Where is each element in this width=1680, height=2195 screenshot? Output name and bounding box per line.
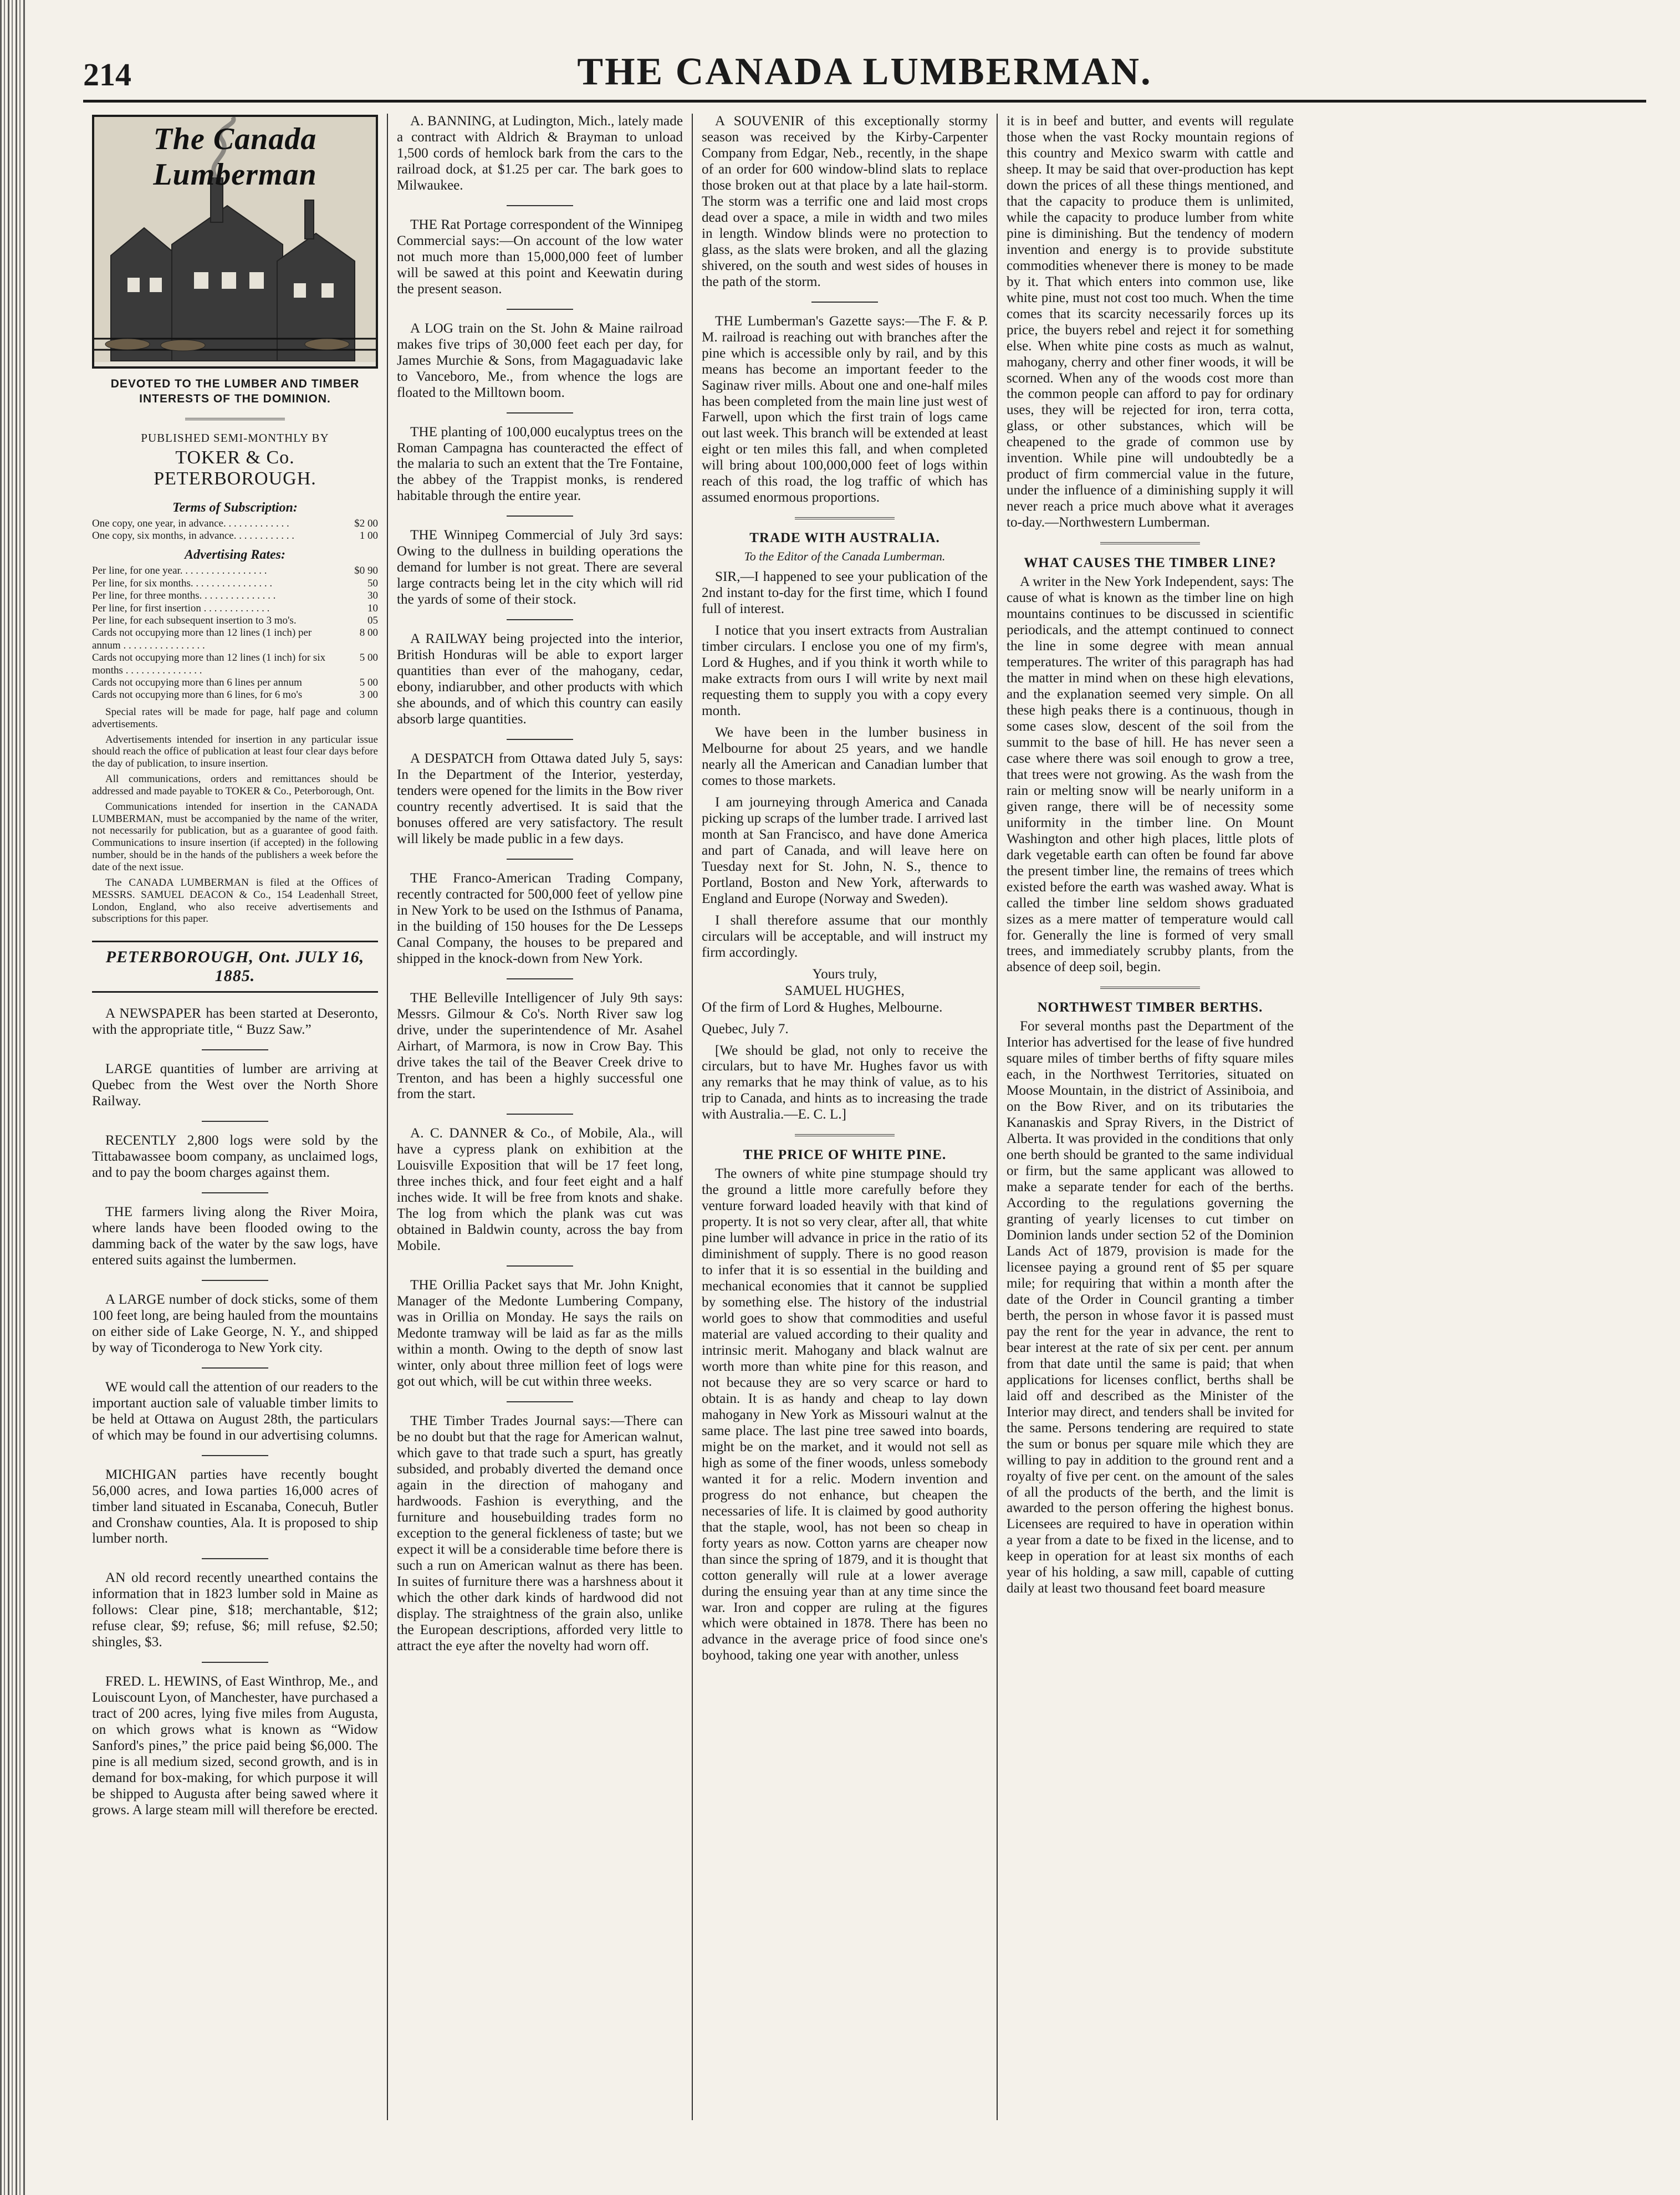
rule [507, 1265, 573, 1267]
news-item: THE Lumberman's Gazette says:—The F. & P. M. railroad is reaching out with branches after the pine which is accessible only by rail, and by this means has become an important feeder to the Saginaw river mills. About one and one-half miles has been completed from the main line just west of Farwell, upon which the first train of logs came out last week. This branch will be extended at least eight or ten miles this fall, and when completed will bring about 100,000,000 feet of logs within reach of this road, the log traffic of which has assumed enormous proportions. [702, 313, 988, 506]
news-item: A. BANNING, at Ludington, Mich., lately made a contract with Aldrich & Brayman to unload 1,500 cords of hemlock bark from the cars to the railroad dock, at $1.25 per car. The bark goes to Milwaukee. [397, 114, 683, 193]
masthead-logo [92, 115, 378, 369]
news-item: MICHIGAN parties have recently bought 56,000 acres, and Iowa parties 16,000 acres of timber land situated in Escanaba, Conecuh, Butler and Cronshaw counties, Ala. It is proposed to ship lumber north. [92, 1467, 378, 1546]
news-item: FRED. L. HEWINS, of East Winthrop, Me., and Louiscount Lyon, of Manchester, have purchased a tract of 200 acres, lying five miles from Augusta, on which grows what is known as “Widow Sanford's pines,” the price paid being $6,000. The pine is all medium sized, second growth, and is in demand for box-making, for which purpose it will be shipped to Augusta after being sawed where it grows. A large steam mill will therefore be erected. [92, 1674, 378, 1818]
article-heading: WHAT CAUSES THE TIMBER LINE? [1024, 555, 1276, 571]
rate-row: Per line, for first insertion . . . . . . . . . . . . . 10 [92, 602, 378, 614]
article-subheading: To the Editor of the Canada Lumberman. [744, 549, 946, 564]
column-3 [693, 114, 998, 2120]
rate-row: Per line, for each subsequent insertion to 3 mo's. 05 [92, 615, 378, 627]
rule [202, 1192, 268, 1193]
running-head [83, 44, 1646, 103]
news-item: AN old record recently unearthed contains the information that in 1823 lumber sold in Maine as follows: Clear pine, $18; merchantable, $12; refuse clear, $9; refuse, $6; mill refuse, $2.50; shingles, $3. [92, 1570, 378, 1650]
dateline: PETERBOROUGH, Ont. JULY 16, 1885. [92, 941, 378, 993]
letter-firm: Of the firm of Lord & Hughes, Melbourne. [702, 999, 943, 1015]
subscription-heading: Terms of Subscription: [172, 500, 298, 515]
column-1 [83, 114, 388, 2120]
news-item: A LOG train on the St. John & Maine railroad makes five trips of 30,000 feet each per day, for James Murchie & Sons, from Magaguadavic lake to Vanceboro, Me., from whence the logs are floated to the Milltown boom. [397, 320, 683, 400]
advertising-heading: Advertising Rates: [184, 548, 285, 563]
published-line: PUBLISHED SEMI-MONTHLY BY [141, 431, 329, 445]
article-heading: THE PRICE OF WHITE PINE. [743, 1147, 947, 1163]
binding-edge [0, 0, 25, 2195]
rule [507, 619, 573, 620]
news-item: THE Belleville Intelligencer of July 9th says: Messrs. Gilmour & Co's. North River saw log drive, under the superintendence of Mr. Asahel Airhart, of Marmora, is now in Crow Bay. This drive takes the tail of the Beaver Creek drive to Trenton, and has been a highly successful one from the start. [397, 990, 683, 1102]
rule [507, 309, 573, 310]
rule [202, 1280, 268, 1281]
news-item: LARGE quantities of lumber are arriving at Quebec from the West over the North Shore Railway. [92, 1061, 378, 1109]
letter-paragraph: I notice that you insert extracts from Australian timber circulars. I enclose you one of my firm's, Lord & Hughes, and if you think it worth while to make extracts from ours I will write by next mail requesting them to supply you with a copy every month. [702, 623, 988, 719]
article-heading: TRADE WITH AUSTRALIA. [749, 530, 940, 546]
letter-paragraph: I shall therefore assume that our monthly circulars will be acceptable, and will instruct my firm accordingly. [702, 912, 988, 960]
rule [507, 515, 573, 517]
rate-row: One copy, one year, in advance. . . . . . . . . . . . . $2 00 [92, 517, 378, 529]
news-item: THE Rat Portage correspondent of the Winnipeg Commercial says:—On account of the low water not much more than 15,000,000 feet of lumber will be sawed at this point and Keewatin during the present season. [397, 217, 683, 297]
news-item: A LARGE number of dock sticks, some of them 100 feet long, are being hauled from the mountains on either side of Lake George, N. Y., and shipped by way of Ticonderoga to New York city. [92, 1292, 378, 1355]
note: Communications intended for insertion in the CANADA LUMBERMAN, must be accompanied by the name of the writer, not necessarily for publication, but as a guarantee of good faith. Communications to insure insertion (if accepted) in the following number, should be in the hands of the publishers a week before the date of the next issue. [92, 800, 378, 873]
letter-paragraph: SIR,—I happened to see your publication of the 2nd instant to-day for the first time, which I found full of interest. [702, 569, 988, 617]
news-item: RECENTLY 2,800 logs were sold by the Tittabawassee boom company, as unclaimed logs, and to pay the boom charges against them. [92, 1133, 378, 1180]
column-2 [388, 114, 693, 2120]
letter-signer: SAMUEL HUGHES, [785, 983, 905, 998]
rate-row: Cards not occupying more than 6 lines per annum 5 00 [92, 677, 378, 689]
news-item: A DESPATCH from Ottawa dated July 5, says: In the Department of the Interior, yesterday, tenders were opened for the limits in the Bow river country recently advertised. It is said that the bonuses offered are very satisfactory. The result will likely be made public in a few days. [397, 751, 683, 846]
letter-closing: Yours truly, [812, 966, 877, 982]
news-item: WE would call the attention of our readers to the important auction sale of valuable timber limits to be held at Ottawa on August 28th, the particulars of which may be found in our advertising columns. [92, 1379, 378, 1443]
letter-paragraph: I am journeying through America and Canada picking up scraps of the lumber trade. I arrived last month at San Francisco, and have done America and part of Canada, and will leave here on Tuesday next for St. John, N. S., thence to Portland, Boston and New York, afterwards to England and Europe (Norway and Sweden). [702, 794, 988, 906]
rule [202, 1367, 268, 1369]
article-body: For several months past the Department of the Interior has advertised for the lease of five hundred square miles of timber berths of fifty square miles each, in the Northwest Territories, situated on Moose Mountain, in the district of Assiniboia, and on the Bow River, and on its tributaries the Kananaskis and Spray Rivers, in the District of Alberta. It was provided in the conditions that only one berth should be granted to the same individual or firm, but the same applicant was allowed to make a separate tender for each of the berths. According to the regulations governing the granting of yearly licenses to cut timber on Dominion lands under section 52 of the Dominion Lands Act of 1879, provision is made for the licensee paying a ground rent of $5 per square mile; for requiring that within a month after the date of the Order in Council granting a timber berth, the person in whose favor it is passed must pay the rent for the year in advance, the rent to bear interest at the rate of six per cent. per annum from that date until the same is paid; that when applications for licenses conflict, berths shall be laid off and described as the Minister of the Interior may direct, and tenders shall be invited for the same. Persons tendering are required to state the sum or bonus per square mile which they are willing to pay in addition to the ground rent and a royalty of five per cent. on the amount of the sales of all the products of the berth, and the limit is awarded to the person offering the highest bonus. Licensees are required to have in operation within a year from a date to be fixed in the license, and to keep in operation for at least six months of each year of his holding, a saw mill, capable of cutting daily at least two thousand feet board measure [1007, 1019, 1294, 1596]
note: All communications, orders and remittances should be addressed and made payable to TOKER & Co., Peterborough, Ont. [92, 773, 378, 797]
rule [507, 859, 573, 860]
logo-title: The Canada Lumberman [153, 122, 317, 192]
masthead-devoted: DEVOTED TO THE LUMBER AND TIMBER INTERESTS OF THE DOMINION. [110, 377, 360, 406]
news-item: THE Winnipeg Commercial of July 3rd says: Owing to the dullness in building operations the demand for lumber is not great. There are several large contracts being let in the city which will rid the yards of some of their stock. [397, 528, 683, 608]
rule [507, 739, 573, 740]
news-item: A RAILWAY being projected into the interior, British Honduras will be able to export larger quantities than ever of the mahogany, cedar, ebony, indiarubber, and other products with which she abounds, and of which this country can easily absorb large quantities. [397, 631, 683, 727]
news-item: THE planting of 100,000 eucalyptus trees on the Roman Campagna has counteracted the effect of the malaria to such an extent that the Tre Fontaine, the abbey of the Trappist monks, is rendered habitable through the entire year. [397, 424, 683, 504]
rule [811, 302, 878, 303]
rule [202, 1121, 268, 1122]
rule [185, 418, 285, 420]
article-body: A writer in the New York Independent, says: The cause of what is known as the timber line on high mountains continues to be discussed in scientific periodicals, and the attempt continued to connect the line in some degree with mean annual temperatures. The writer of this paragraph has had the matter in mind when on these high elevations, and the explanation seemed very simple. On all these high peaks there is a continuous, though in some cases slow, descent of the soil from the summit to the base of hill. He has never seen a case where there was soil enough to grow a tree, that trees were not growing. As the wash from the rain or melting snow will be nearly uniform in a given range, there will be of necessity some uniformity in the timber line. On Mount Washington and other high places, little plots of dark vegetable earth can often be found far above the present timber line, the remains of trees which existed before the earth was washed away. What is called the timber line seldom shows graduated sizes as a mere matter of temperature would call for. Generally the line is formed of very small trees, and immediately scrubby plants, from the absence of deep soil, begin. [1007, 574, 1294, 975]
rate-row: Per line, for one year. . . . . . . . . . . . . . . . . $0 90 [92, 565, 378, 577]
news-item: A. C. DANNER & Co., of Mobile, Ala., will have a cypress plank on exhibition at the Louisville Exposition that will be 17 feet long, three inches thick, and four feet eight and a half inches wide. It will be free from knots and shake. The log from which the plank was cut was obtained in Baldwin county, across the bay from Mobile. [397, 1126, 683, 1254]
rate-row: One copy, six months, in advance. . . . . . . . . . . . 1 00 [92, 530, 378, 542]
news-item: THE Timber Trades Journal says:—There can be no doubt but that the rage for American walnut, which gave to that trade such a spurt, has greatly subsided, and probably diverted the demand once again in the direction of mahogany and hardwoods. Fashion is everything, and the furniture and housebuilding trades form no exception to the general fickleness of taste; but we expect it will be a considerable time before there is such a run on American walnut as there has been. In suites of furniture there was a harshness about it which the other dark kinds of hardwood did not display. The straightness of the grain also, unlike the European descriptions, afforded very little to attract the eye after the novelty had worn off. [397, 1413, 683, 1653]
news-item: A SOUVENIR of this exceptionally stormy season was received by the Kirby-Carpenter Company from Edgar, Neb., recently, in the shape of an order for 600 window-blind slats to replace those broken out at that place by a late hail-storm. The storm was a terrific one and laid most crops dead over a space, a mile in width and two miles in length. Window blinds were no protection to glass, as the slats were broken, and all the glazing shivered, on the south and west sides of houses in the path of the storm. [702, 114, 988, 289]
editor-note: [We should be glad, not only to receive the circulars, but to have Mr. Hughes favor us with any remarks that he may think of value, as to his trip to Canada, and hints as to increasing the trade with Australia.—E. C. L.] [702, 1043, 988, 1122]
note: Special rates will be made for page, half page and column advertisements. [92, 706, 378, 730]
publisher-name: TOKER & Co. PETERBOROUGH. [154, 447, 316, 489]
rule [202, 1558, 268, 1559]
rule [1100, 542, 1200, 544]
article-heading: NORTHWEST TIMBER BERTHS. [1037, 1000, 1263, 1015]
publisher-notes [92, 706, 378, 925]
rule [507, 205, 573, 206]
rule [507, 1114, 573, 1115]
rule [507, 978, 573, 979]
news-item: THE Orillia Packet says that Mr. John Knight, Manager of the Medonte Lumbering Company, was in Orillia on Monday. He says the rails on Medonte tramway will be laid as far as the mills within a month. Owing to the depth of snow last winter, only about three million feet of logs were got out which, will be cut within three weeks. [397, 1278, 683, 1389]
column-4 [998, 114, 1303, 2120]
letter-paragraph: We have been in the lumber business in Melbourne for about 25 years, and we handle nearly all the American and Canadian lumber that comes to those markets. [702, 725, 988, 788]
columns [83, 114, 1646, 2120]
news-item: THE farmers living along the River Moira, where lands have been flooded owing to the damming back of the water by the saw logs, have entered suits against the lumbermen. [92, 1204, 378, 1268]
page-title: THE CANADA LUMBERMAN. [577, 50, 1152, 93]
rate-row: Cards not occupying more than 6 lines, for 6 mo's 3 00 [92, 689, 378, 701]
rule [202, 1662, 268, 1663]
rule [795, 517, 895, 519]
article-body: it is in beef and butter, and events will regulate those when the vast Rocky mountain regions of this country and Mexico swarm with cattle and sheep. It may be said that over-production has kept down the prices of all these things mentioned, and that the capacity to produce them is unlimited, while the capacity to produce lumber from white pine is diminishing. But the tendency of modern invention and energy is to provide substitute commodities whenever there is money to be made by it. That which enters into common use, like white pine, must not cost too much. When the time comes that its scarcity necessarily forces up its price, the buyers rebel and reject it for something else. When white pine costs as much as walnut, mahogany, cherry and other finer woods, it will be scorned. When any of the woods cost more than the common people can afford to pay for ordinary uses, they will be rejected for iron, terra cotta, glass, or other substances, which will be cheapened to the grade of common use by invention. While pine will undoubtedly be a product of firm commercial value in the future, under the influence of a diminishing supply it will never reach a price much above what it averages to-day.—Northwestern Lumberman. [1007, 114, 1294, 530]
letter-place-date: Quebec, July 7. [702, 1021, 789, 1037]
rule [202, 1049, 268, 1050]
news-item: THE Franco-American Trading Company, recently contracted for 500,000 feet of yellow pine in New York to be used on the Isthmus of Panama, in the building of 150 houses for the De Lesseps Canal Company, the houses to be prepared and shipped in the knock-down from New York. [397, 870, 683, 966]
rule [202, 1455, 268, 1456]
rule [507, 1401, 573, 1402]
note: The CANADA LUMBERMAN is filed at the Offices of MESSRS. SAMUEL DEACON & Co., 154 Leadenhall Street, London, England, who also receive advertisements and subscriptions for this paper. [92, 876, 378, 925]
rule [795, 1134, 895, 1136]
rule [1100, 987, 1200, 989]
rate-row: Per line, for six months. . . . . . . . . . . . . . . . 50 [92, 577, 378, 589]
page-number: 214 [83, 57, 131, 93]
rate-row: Cards not occupying more than 12 lines (1 inch) for six months . . . . . . . . . . . . . . . 5 00 [92, 652, 378, 676]
rate-row: Cards not occupying more than 12 lines (1 inch) per annum . . . . . . . . . . . . . . . . 8 00 [92, 627, 378, 651]
rate-row: Per line, for three months. . . . . . . . . . . . . . . 30 [92, 590, 378, 602]
rule [507, 412, 573, 414]
article-body: The owners of white pine stumpage should try the ground a little more carefully before they venture forward loaded heavily with that kind of property. It is not so very clear, after all, that white pine lumber will advance in price in the ratio of its diminishment of supply. There is no good reason to infer that it is so essential in the building and mechanical economies that it cannot be supplied by something else. The history of the industrial world goes to show that commodities and useful material are valued according to their quality and intrinsic merit. Mahogany and black walnut are worth more than white pine for this reason, and not because they are so very scarce or hard to obtain. It is as handy and cheap to lay down mahogany in New York as Missouri walnut at the same place. The last pine tree sawed into boards, might be on the market, and it would not sell as high as some of the finer woods, unless somebody wanted it for a relic. Modern invention and progress do not enhance, but cheapen the necessaries of life. It is claimed by good authority that the staple, wool, has not been so cheap in forty years as now. Cotton yarns are cheaper now than since the spring of 1879, and it is thought that cotton generally will rule at a lower average during the ensuing year than at any time since the war. Iron and copper are ruling at the figures which were obtained in 1878. There has been no advance in the average price of food since one's boyhood, taking one year with another, unless [702, 1166, 988, 1663]
news-item: A NEWSPAPER has been started at Deseronto, with the appropriate title, “ Buzz Saw.” [92, 1006, 378, 1038]
note: Advertisements intended for insertion in any particular issue should reach the office of publication at least four clear days before the day of publication, to insure insertion. [92, 733, 378, 770]
newspaper-page [83, 44, 1646, 2128]
